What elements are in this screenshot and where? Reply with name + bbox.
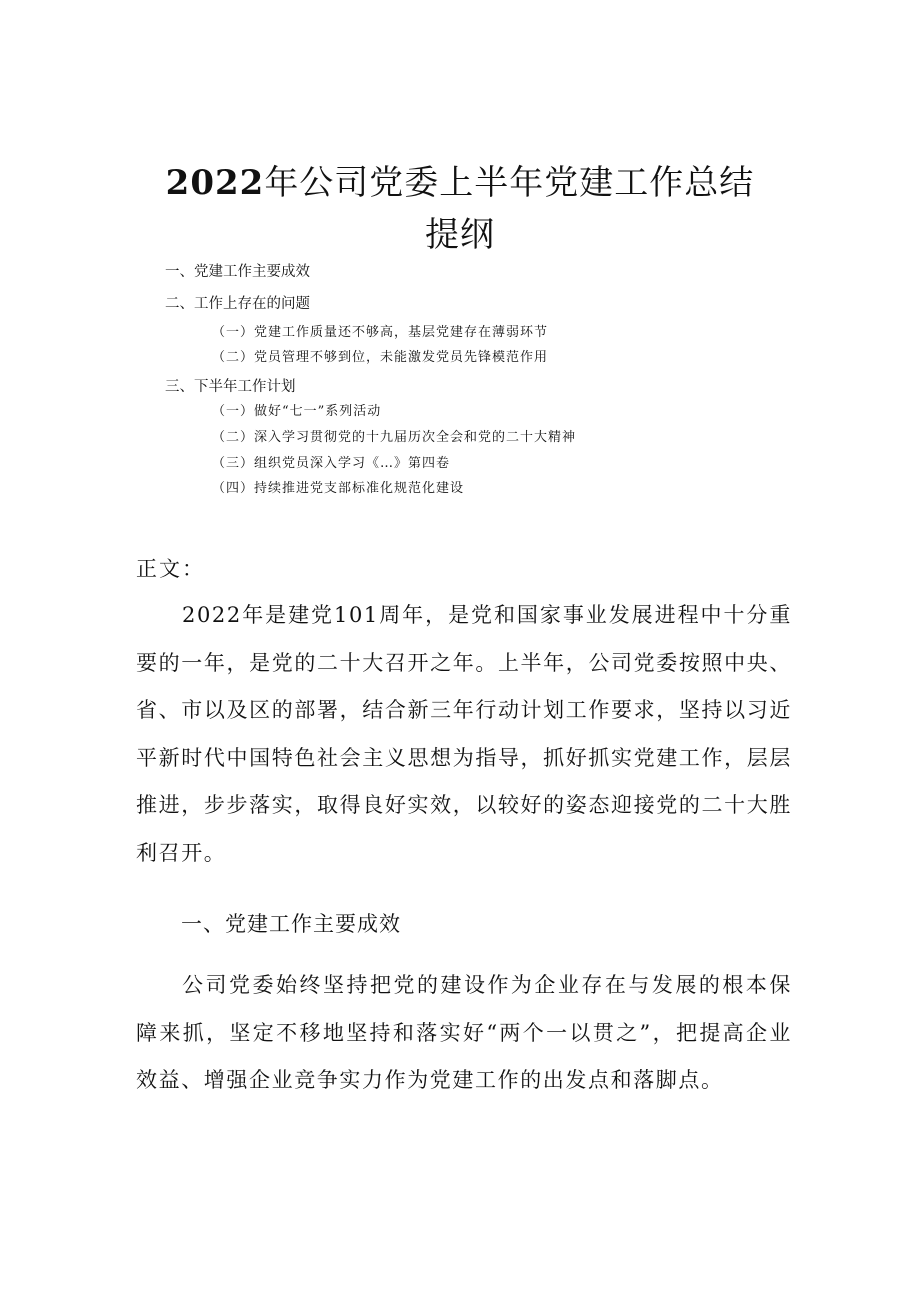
outline-item-2: 二、工作上存在的问题 xyxy=(165,296,310,312)
document-title-line1 xyxy=(0,155,920,204)
title-year: 2022 xyxy=(165,163,265,203)
body-paragraph-1: 2022年是建党101周年，是党和国家事业发展进程中十分重要的一年，是党的二十大召开之年。上半年，公司党委按照中央、省、市以及区的部署，结合新三年行动计划工作要求，坚持以习近平新时代中国特色社会主义思想为指导，抓好抓实党建工作，层层推进，步步落实，取得良好实效，以较好的姿态迎接党的二十大胜利召开。 xyxy=(136,603,792,865)
title-text: 年公司党委上半年党建工作总结 xyxy=(264,163,755,203)
outline-subitem-3-2: （二）深入学习贯彻党的十九届历次全会和党的二十大精神 xyxy=(212,430,577,445)
document-title-line2: 提纲 xyxy=(425,215,495,255)
outline-item-3: 三、下半年工作计划 xyxy=(165,379,296,395)
body-label: 正文： xyxy=(136,557,205,581)
outline-subitem-3-1: （一）做好“七一”系列活动 xyxy=(212,404,382,419)
outline-subitem-3-4: （四）持续推进党支部标准化规范化建设 xyxy=(212,481,465,496)
body-paragraph-2: 公司党委始终坚持把党的建设作为企业存在与发展的根本保障来抓，坚定不移地坚持和落实好“两个一以贯之”，把提高企业效益、增强企业竞争实力作为党建工作的出发点和落脚点。 xyxy=(136,973,792,1092)
section-heading-1: 一、党建工作主要成效 xyxy=(181,912,401,936)
outline-subitem-2-2: （二）党员管理不够到位，未能激发党员先锋模范作用 xyxy=(212,350,549,365)
outline-subitem-2-1: （一）党建工作质量还不够高，基层党建存在薄弱环节 xyxy=(212,325,549,340)
outline-subitem-3-3: （三）组织党员深入学习《…》第四卷 xyxy=(212,456,451,471)
outline-item-1: 一、党建工作主要成效 xyxy=(165,264,310,280)
